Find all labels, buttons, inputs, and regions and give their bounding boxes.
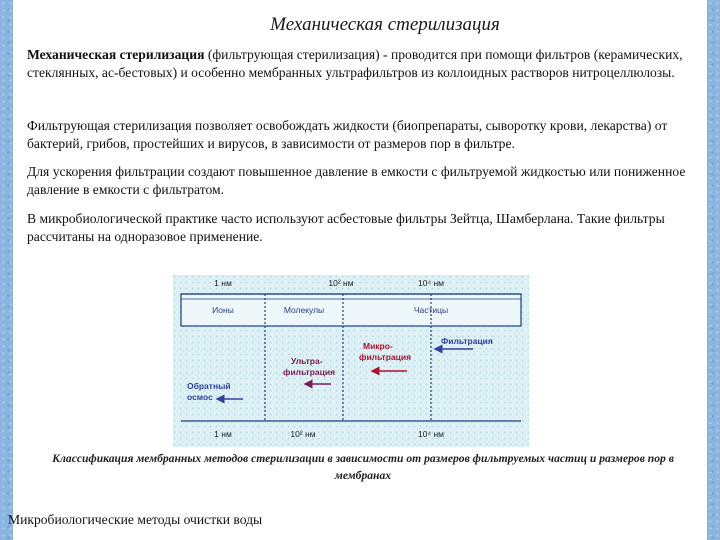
method-micro-label-1: Микро- [363,341,393,351]
category-ions: Ионы [212,305,234,315]
category-particles: Частицы [413,305,449,315]
slide [13,0,707,540]
method-osmosis-label-2: осмос [187,392,213,402]
scale-bottom-3: 10⁴ нм [417,429,445,439]
paragraph-definition-term: Механическая стерилизация [27,47,205,62]
scale-bottom-2: 10² нм [290,429,316,439]
membrane-methods-diagram [173,275,529,447]
scale-top-1: 1 нм [214,278,232,288]
scale-bottom-1: 1 нм [214,429,232,439]
paragraph-purpose: Фильтрующая стерилизация позволяет освобождать жидкости (биопрепараты, сыворотку крови, лекарства) от бактерий, грибов, простейших и вирусов, в зависимости от размеров пор в фильтре. [27,118,668,151]
method-ultra-label-1: Ультра- [291,356,323,366]
slide-title: Механическая стерилизация [270,14,500,35]
scale-top-3: 10⁴ нм [417,278,445,288]
diagram-caption: Классификация мембранных методов стерилизации в зависимости от размеров фильтруемых частиц и размеров пор в мембранах [52,452,674,482]
method-filtration-label: Фильтрация [441,336,493,346]
footer-text: Микробиологические методы очистки воды [8,512,263,527]
paragraph-definition-text: (фильтрующая стерилизация) - проводится при помощи фильтров (керамических, стеклянных, ас-бестовых) и особенно мембранных ультрафильтров из коллоидных растворов нитроцеллюлозы. [27,47,683,80]
method-osmosis-label-1: Обратный [187,381,231,391]
scale-top-2: 10² нм [328,278,354,288]
paragraph-definition [27,46,699,81]
paragraph-acceleration: Для ускорения фильтрации создают повышенное давление в емкости с фильтруемой жидкостью или пониженное давление в емкости с фильтратом. [27,164,686,197]
method-micro-label-2: фильтрация [359,352,412,362]
category-molecules: Молекулы [283,305,325,315]
paragraph-practice: В микробиологической практике часто используют асбестовые фильтры Зейтца, Шамберлана. Такие фильтры рассчитаны на одноразовое применение. [27,211,665,244]
method-ultra-label-2: фильтрация [283,367,336,377]
